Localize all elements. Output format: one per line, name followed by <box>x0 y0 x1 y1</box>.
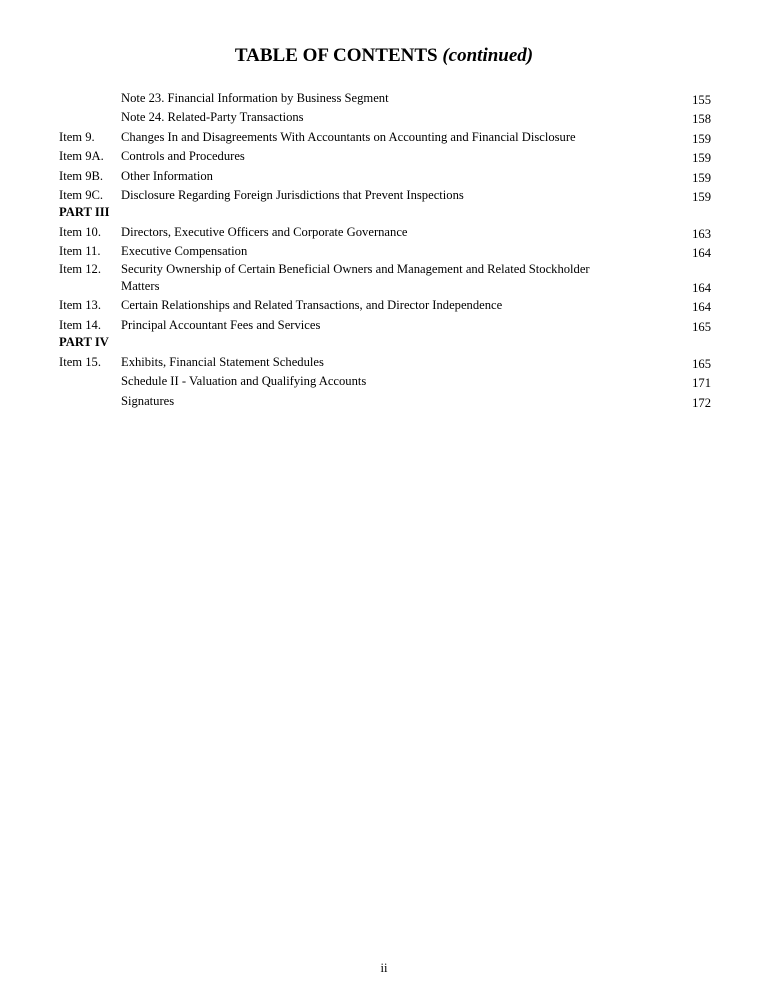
toc-item-number: Item 14. <box>59 317 101 332</box>
toc-page-number[interactable]: 159 <box>692 170 711 185</box>
toc-page-number[interactable]: 172 <box>692 395 711 410</box>
part-heading-label: PART IV <box>59 335 109 350</box>
toc-row[interactable] <box>59 107 711 126</box>
toc-page-number[interactable]: 165 <box>692 319 711 334</box>
toc-page-number[interactable]: 159 <box>692 190 711 205</box>
toc-page-number[interactable]: 155 <box>692 93 711 107</box>
toc-page-number[interactable]: 164 <box>692 300 711 315</box>
toc-row[interactable] <box>59 352 711 371</box>
footer-page-number: ii <box>380 961 388 975</box>
toc-item-number: Item 11. <box>59 244 101 259</box>
toc-row[interactable] <box>59 222 711 241</box>
toc-page-number[interactable]: 163 <box>692 226 711 241</box>
toc-row[interactable] <box>59 146 711 165</box>
toc-item-number: Item 10. <box>59 224 101 239</box>
part-heading-label: PART III <box>59 205 110 220</box>
toc-item-number: Item 9. <box>59 129 95 144</box>
toc-item-number: Item 9B. <box>59 168 104 183</box>
toc-entry-title-line: Matters <box>121 279 160 294</box>
toc-row[interactable] <box>59 185 711 204</box>
toc-row[interactable] <box>59 315 711 334</box>
toc-page-number[interactable]: 164 <box>692 246 711 261</box>
toc-entry-title[interactable]: Schedule II - Valuation and Qualifying Accounts <box>121 374 367 389</box>
toc-page-number[interactable]: 158 <box>692 112 711 127</box>
toc-page-number[interactable]: 171 <box>692 376 711 391</box>
toc-entry-title[interactable]: Exhibits, Financial Statement Schedules <box>121 354 324 369</box>
toc-row[interactable] <box>59 371 711 390</box>
toc-entry-title[interactable]: Executive Compensation <box>121 244 248 259</box>
toc-entry-title[interactable]: Other Information <box>121 168 213 183</box>
table-of-contents <box>59 88 711 410</box>
toc-row[interactable] <box>59 391 711 410</box>
toc-page-number[interactable]: 164 <box>692 281 711 296</box>
title-continued: (continued) <box>442 45 534 66</box>
toc-item-number: Item 9C. <box>59 188 104 203</box>
toc-entry-title[interactable]: Signatures <box>121 393 175 408</box>
toc-entry-title[interactable] <box>121 261 611 296</box>
toc-entry-title[interactable]: Directors, Executive Officers and Corporate Governance <box>121 224 408 239</box>
toc-part-heading <box>59 204 711 221</box>
toc-entry-title[interactable]: Principal Accountant Fees and Services <box>121 317 321 332</box>
toc-row[interactable] <box>59 166 711 185</box>
toc-row[interactable] <box>59 295 711 314</box>
toc-entry-title[interactable]: Disclosure Regarding Foreign Jurisdictions that Prevent Inspections <box>121 188 464 203</box>
toc-entry-title[interactable]: Changes In and Disagreements With Accountants on Accounting and Financial Disclosure <box>121 129 576 144</box>
toc-row[interactable] <box>59 241 711 260</box>
toc-page-number[interactable]: 159 <box>692 151 711 166</box>
toc-entry-title[interactable]: Note 23. Financial Information by Business Segment <box>121 91 389 105</box>
title-main: TABLE OF CONTENTS <box>234 45 438 66</box>
toc-page-number[interactable]: 159 <box>692 131 711 146</box>
toc-page-number[interactable]: 165 <box>692 356 711 371</box>
toc-part-heading <box>59 334 711 351</box>
toc-item-number: Item 15. <box>59 354 101 369</box>
toc-item-number: Item 12. <box>59 261 101 276</box>
toc-row[interactable] <box>59 88 711 107</box>
toc-entry-title[interactable]: Note 24. Related-Party Transactions <box>121 110 304 125</box>
toc-entry-title[interactable]: Controls and Procedures <box>121 149 245 164</box>
toc-entry-title-line: Security Ownership of Certain Beneficial Owners and Management and Related Stockholder <box>121 261 590 276</box>
toc-item-number: Item 13. <box>59 298 101 313</box>
toc-row[interactable] <box>59 261 711 296</box>
toc-row[interactable] <box>59 127 711 146</box>
toc-item-number: Item 9A. <box>59 149 104 164</box>
page-title <box>0 44 768 68</box>
toc-entry-title[interactable]: Certain Relationships and Related Transactions, and Director Independence <box>121 298 503 313</box>
